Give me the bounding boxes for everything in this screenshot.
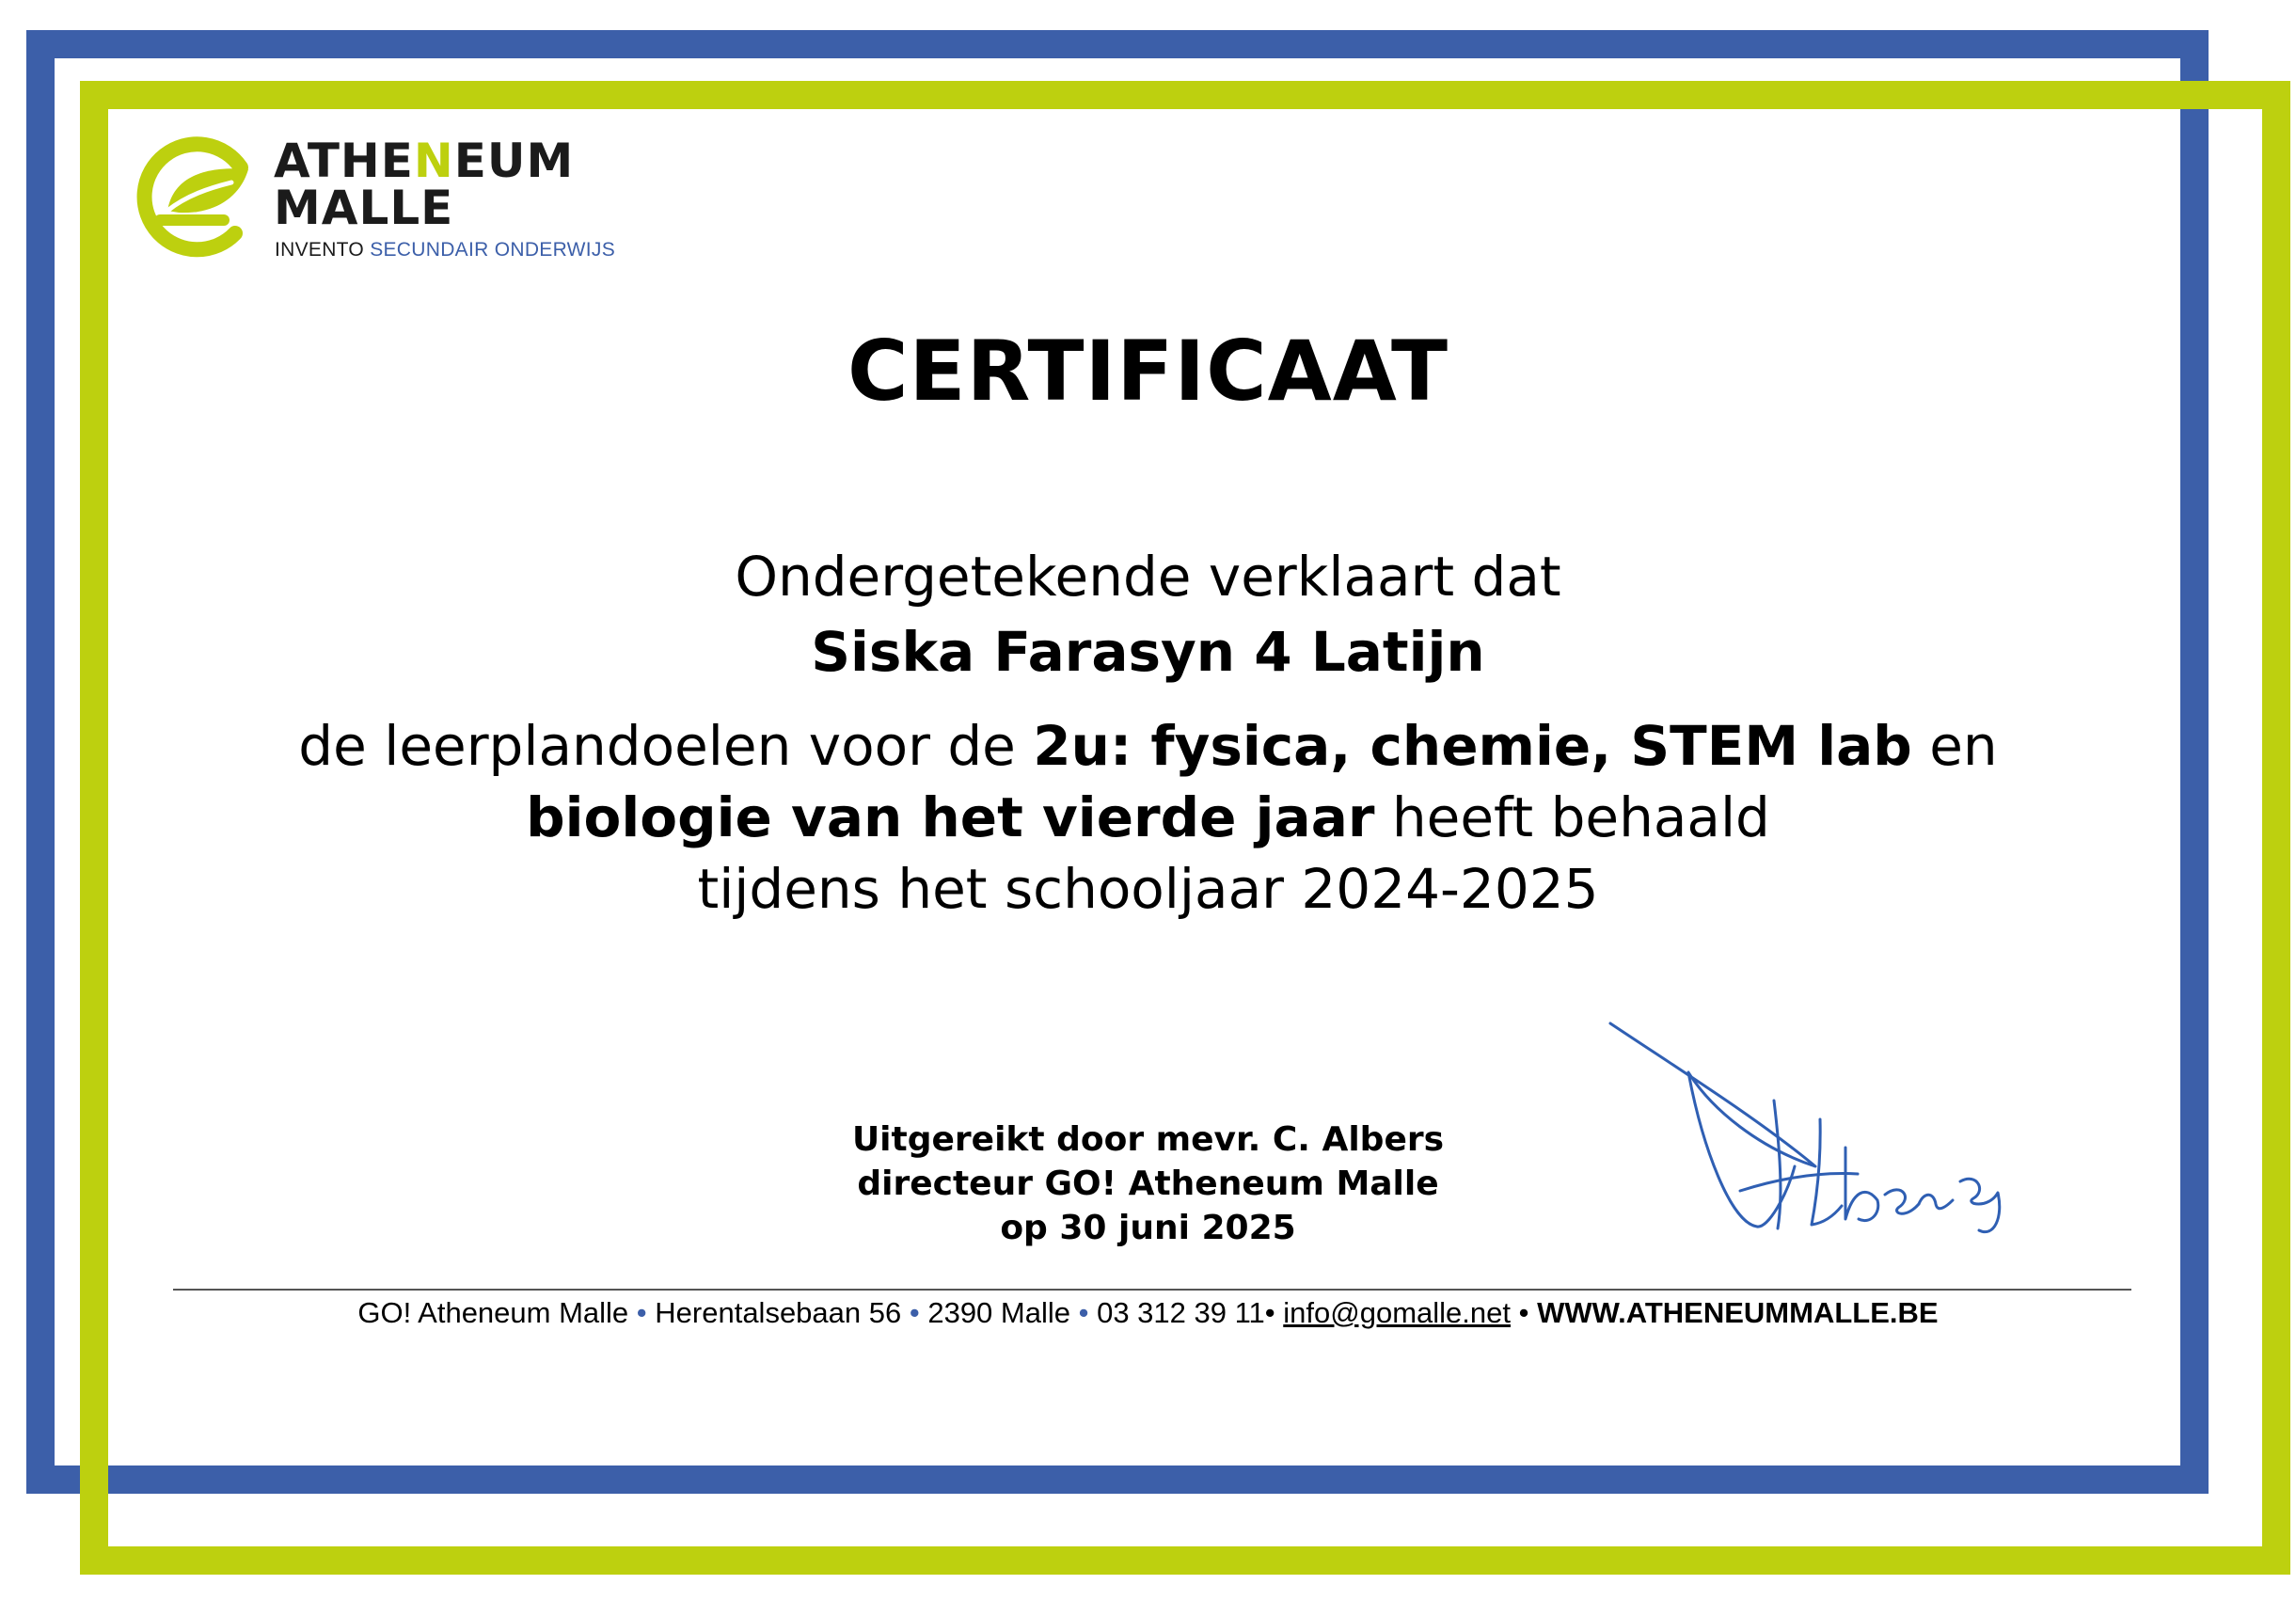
school-year-line: tijdens het schooljaar 2024-2025 [697,857,1599,921]
handwritten-signature [1599,1006,2022,1260]
issue-date-line: op 30 juni 2025 [1000,1209,1296,1247]
footer-divider [173,1289,2131,1291]
logo-name-line2: MALLE [274,181,454,235]
director-line: directeur GO! Atheneum Malle [857,1164,1439,1203]
school-logo [130,130,616,271]
subject-line: biologie van het vierde jaar heeft behaald [526,785,1770,849]
logo-name-line1: ATHENEUM [274,134,575,188]
declaration-line: Ondergetekende verklaart dat [735,545,1561,609]
footer-contact-line: GO! Atheneum Malle • Herentalsebaan 56 • 2390 Malle • 03 312 39 11• info@gomalle.net • WWW.ATHENEUMMALLE.BE [357,1296,1939,1329]
footer-email-link[interactable]: info@gomalle.net [1283,1296,1511,1329]
leaf-logo-icon [130,130,261,261]
goals-line: de leerplandoelen voor de 2u: fysica, chemie, STEM lab en [298,714,1998,778]
student-name: Siska Farasyn 4 Latijn [811,620,1485,684]
logo-subtitle: INVENTO SECUNDAIR ONDERWIJS [275,239,616,261]
issued-by-line: Uitgereikt door mevr. C. Albers [851,1120,1445,1159]
certificate-title: CERTIFICAAT [847,323,1449,420]
footer-website-link[interactable]: WWW.ATHENEUMMALLE.BE [1537,1296,1939,1329]
